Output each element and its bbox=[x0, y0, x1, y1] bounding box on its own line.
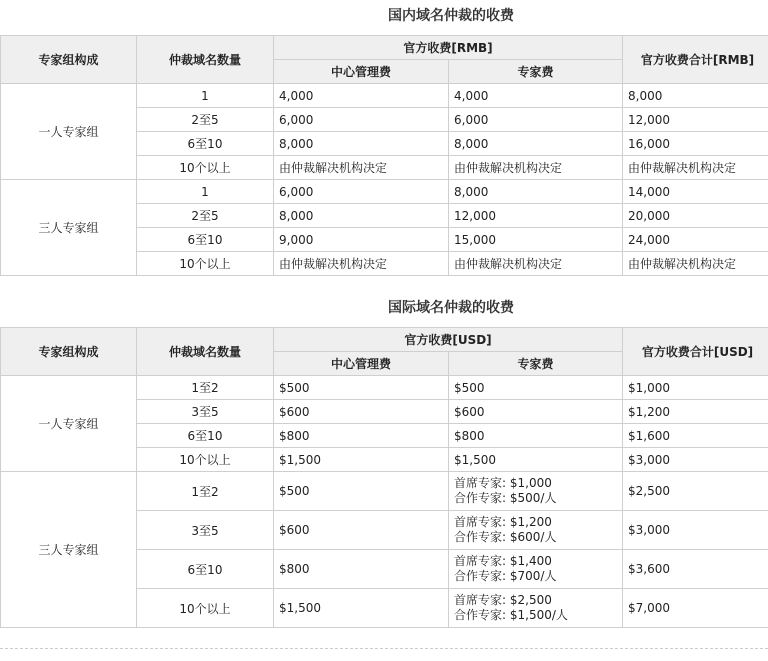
count-cell: 10个以上 bbox=[137, 589, 274, 628]
header-count: 仲裁域名数量 bbox=[137, 36, 274, 84]
count-cell: 2至5 bbox=[137, 108, 274, 132]
group-name: 一人专家组 bbox=[1, 376, 137, 472]
header-center-fee: 中心管理费 bbox=[274, 352, 449, 376]
expert-fee-cell: 4,000 bbox=[449, 84, 623, 108]
total-cell: 16,000 bbox=[623, 132, 768, 156]
count-cell: 2至5 bbox=[137, 204, 274, 228]
header-official: 官方收费[RMB] bbox=[274, 36, 623, 60]
center-fee-cell: 4,000 bbox=[274, 84, 449, 108]
expert-fee-cell: 8,000 bbox=[449, 132, 623, 156]
count-cell: 6至10 bbox=[137, 132, 274, 156]
center-fee-cell: 由仲裁解决机构决定 bbox=[274, 252, 449, 276]
count-cell: 1至2 bbox=[137, 376, 274, 400]
expert-fee-cell: $600 bbox=[449, 400, 623, 424]
group-name: 三人专家组 bbox=[1, 472, 137, 628]
total-cell: $7,000 bbox=[623, 589, 768, 628]
total-cell: 14,000 bbox=[623, 180, 768, 204]
count-cell: 10个以上 bbox=[137, 156, 274, 180]
expert-fee-cell: $1,500 bbox=[449, 448, 623, 472]
table-row bbox=[1, 376, 768, 400]
header-expert-fee: 专家费 bbox=[449, 60, 623, 84]
expert-fee-cell bbox=[449, 550, 623, 589]
center-fee-cell: 6,000 bbox=[274, 180, 449, 204]
count-cell: 6至10 bbox=[137, 550, 274, 589]
center-fee-cell: 6,000 bbox=[274, 108, 449, 132]
total-cell: $1,600 bbox=[623, 424, 768, 448]
total-cell: $1,200 bbox=[623, 400, 768, 424]
center-fee-cell: $600 bbox=[274, 511, 449, 550]
bottom-divider bbox=[0, 648, 768, 649]
expert-co-fee: 合作专家: $600/人 bbox=[454, 530, 557, 544]
expert-co-fee: 合作专家: $500/人 bbox=[454, 491, 557, 505]
expert-fee-cell: 由仲裁解决机构决定 bbox=[449, 156, 623, 180]
expert-fee-cell: 由仲裁解决机构决定 bbox=[449, 252, 623, 276]
center-fee-cell: $1,500 bbox=[274, 448, 449, 472]
total-cell: $2,500 bbox=[623, 472, 768, 511]
total-cell: 24,000 bbox=[623, 228, 768, 252]
expert-co-fee: 合作专家: $1,500/人 bbox=[454, 608, 568, 622]
center-fee-cell: $800 bbox=[274, 550, 449, 589]
count-cell: 10个以上 bbox=[137, 448, 274, 472]
center-fee-cell: $1,500 bbox=[274, 589, 449, 628]
header-official: 官方收费[USD] bbox=[274, 328, 623, 352]
total-cell: 由仲裁解决机构决定 bbox=[623, 156, 768, 180]
total-cell: 12,000 bbox=[623, 108, 768, 132]
expert-fee-cell: 15,000 bbox=[449, 228, 623, 252]
count-cell: 3至5 bbox=[137, 511, 274, 550]
count-cell: 6至10 bbox=[137, 424, 274, 448]
header-center-fee: 中心管理费 bbox=[274, 60, 449, 84]
total-cell: 由仲裁解决机构决定 bbox=[623, 252, 768, 276]
expert-fee-cell bbox=[449, 472, 623, 511]
center-fee-cell: 由仲裁解决机构决定 bbox=[274, 156, 449, 180]
total-cell: 20,000 bbox=[623, 204, 768, 228]
international-title: 国际域名仲裁的收费 bbox=[388, 300, 514, 316]
total-cell: $3,000 bbox=[623, 511, 768, 550]
expert-fee-cell bbox=[449, 589, 623, 628]
center-fee-cell: $500 bbox=[274, 472, 449, 511]
total-cell: $3,600 bbox=[623, 550, 768, 589]
table-row bbox=[1, 84, 768, 108]
header-total: 官方收费合计[RMB] bbox=[623, 36, 768, 84]
expert-fee-cell bbox=[449, 511, 623, 550]
header-group: 专家组构成 bbox=[1, 328, 137, 376]
expert-chief-fee: 首席专家: $2,500 bbox=[454, 593, 552, 607]
domestic-fee-table bbox=[0, 35, 768, 276]
expert-fee-cell: 8,000 bbox=[449, 180, 623, 204]
table-row bbox=[1, 472, 768, 511]
group-name: 三人专家组 bbox=[1, 180, 137, 276]
center-fee-cell: $800 bbox=[274, 424, 449, 448]
count-cell: 10个以上 bbox=[137, 252, 274, 276]
header-count: 仲裁域名数量 bbox=[137, 328, 274, 376]
expert-chief-fee: 首席专家: $1,200 bbox=[454, 515, 552, 529]
center-fee-cell: 9,000 bbox=[274, 228, 449, 252]
count-cell: 3至5 bbox=[137, 400, 274, 424]
expert-fee-cell: $800 bbox=[449, 424, 623, 448]
expert-chief-fee: 首席专家: $1,400 bbox=[454, 554, 552, 568]
expert-co-fee: 合作专家: $700/人 bbox=[454, 569, 557, 583]
group-name: 一人专家组 bbox=[1, 84, 137, 180]
header-total: 官方收费合计[USD] bbox=[623, 328, 768, 376]
header-expert-fee: 专家费 bbox=[449, 352, 623, 376]
total-cell: 8,000 bbox=[623, 84, 768, 108]
expert-fee-cell: 6,000 bbox=[449, 108, 623, 132]
domestic-title: 国内域名仲裁的收费 bbox=[388, 8, 514, 24]
count-cell: 1至2 bbox=[137, 472, 274, 511]
center-fee-cell: 8,000 bbox=[274, 204, 449, 228]
header-group: 专家组构成 bbox=[1, 36, 137, 84]
international-fee-table bbox=[0, 327, 768, 628]
table-row bbox=[1, 180, 768, 204]
center-fee-cell: 8,000 bbox=[274, 132, 449, 156]
center-fee-cell: $600 bbox=[274, 400, 449, 424]
total-cell: $3,000 bbox=[623, 448, 768, 472]
expert-chief-fee: 首席专家: $1,000 bbox=[454, 476, 552, 490]
count-cell: 6至10 bbox=[137, 228, 274, 252]
expert-fee-cell: $500 bbox=[449, 376, 623, 400]
center-fee-cell: $500 bbox=[274, 376, 449, 400]
count-cell: 1 bbox=[137, 180, 274, 204]
expert-fee-cell: 12,000 bbox=[449, 204, 623, 228]
count-cell: 1 bbox=[137, 84, 274, 108]
total-cell: $1,000 bbox=[623, 376, 768, 400]
